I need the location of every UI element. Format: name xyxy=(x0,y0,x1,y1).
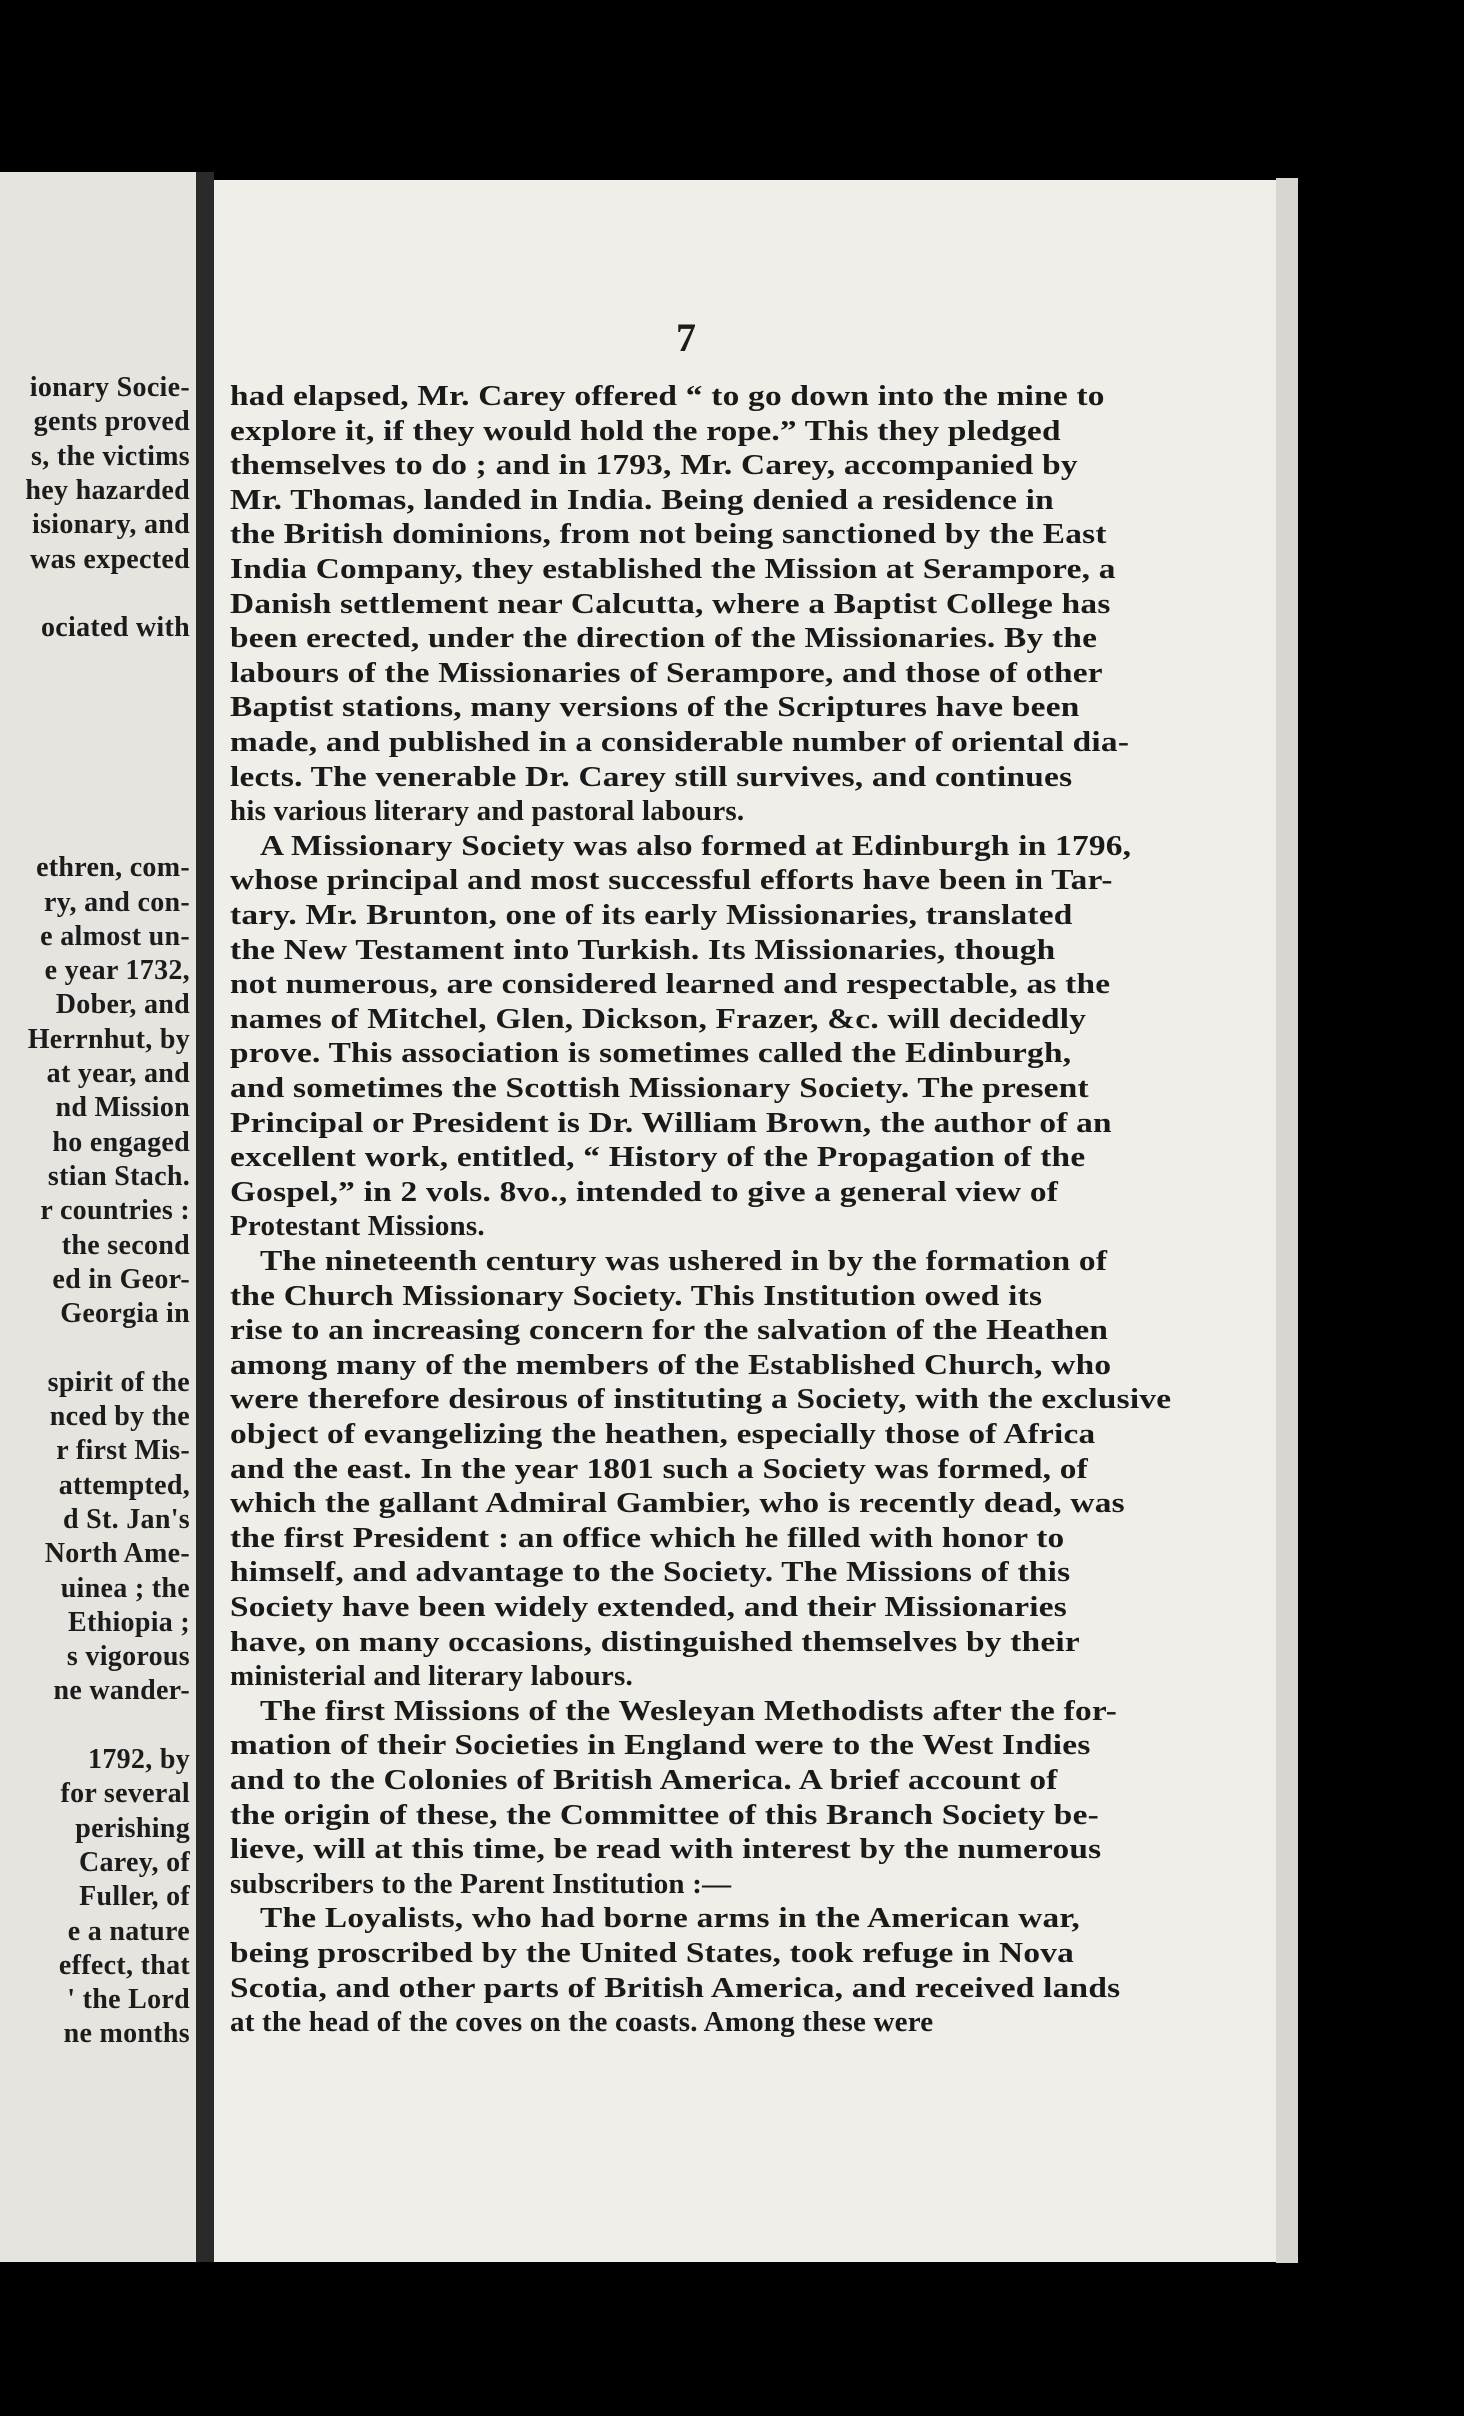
left-text-line: Herrnhut, by xyxy=(27,1023,190,1055)
left-text-line: Carey, of xyxy=(78,1846,190,1878)
text-line: mation of their Societies in England were to the West Indies xyxy=(230,1729,1091,1762)
text-line: lieve, will at this time, be read with interest by the numerous xyxy=(230,1833,1102,1866)
text-line: were therefore desirous of instituting a Society, with the exclusive xyxy=(230,1383,1172,1416)
left-text-line: ionary Socie- xyxy=(29,372,190,403)
text-line: labours of the Missionaries of Serampore, and those of other xyxy=(230,656,1103,689)
text-line: at the head of the coves on the coasts. Among these were xyxy=(230,2006,934,2039)
left-text-line: d St. Jan's xyxy=(62,1503,190,1535)
left-text-line: uinea ; the xyxy=(60,1572,190,1604)
left-text-line: e almost un- xyxy=(40,920,190,952)
left-text-line: gents proved xyxy=(33,406,190,438)
left-text-line: at year, and xyxy=(46,1058,190,1089)
text-line: lects. The venerable Dr. Carey still survives, and continues xyxy=(230,760,1073,793)
left-text-line: Georgia in xyxy=(60,1298,190,1330)
text-line: and the east. In the year 1801 such a Society was formed, of xyxy=(230,1452,1089,1485)
text-line: The nineteenth century was ushered in by the formation of xyxy=(260,1245,1108,1277)
text-line: Baptist stations, many versions of the Scriptures have been xyxy=(230,691,1080,724)
text-line: being proscribed by the United States, took refuge in Nova xyxy=(230,1937,1075,1969)
text-line: Society have been widely extended, and their Missionaries xyxy=(230,1591,1067,1623)
left-text-line: nd Mission xyxy=(55,1092,190,1124)
left-text-line: attempted, xyxy=(58,1469,190,1501)
text-line: the New Testament into Turkish. Its Missionaries, though xyxy=(230,933,1056,966)
text-line: have, on many occasions, distinguished themselves by their xyxy=(230,1625,1080,1658)
text-line: not numerous, are considered learned and respectable, as the xyxy=(230,968,1111,1001)
text-line: The first Missions of the Wesleyan Methodists after the for- xyxy=(260,1694,1118,1727)
left-text-line: Ethiopia ; xyxy=(67,1606,190,1638)
left-text-line: Dober, and xyxy=(55,989,190,1021)
left-text-line: e year 1732, xyxy=(44,955,190,987)
text-line: been erected, under the direction of the Missionaries. By the xyxy=(230,622,1098,655)
text-line: rise to an increasing concern for the salvation of the Heathen xyxy=(230,1314,1109,1347)
left-text-line: hey hazarded xyxy=(25,474,190,506)
left-text-line: r first Mis- xyxy=(56,1435,190,1467)
left-text-line: ociated with xyxy=(40,612,190,644)
left-text-line: spirit of the xyxy=(47,1366,190,1398)
text-line: and to the Colonies of British America. A brief account of xyxy=(230,1764,1058,1796)
left-text-line: ' the Lord xyxy=(67,1984,190,2016)
page-number: 7 xyxy=(676,315,696,360)
left-text-line: ho engaged xyxy=(52,1126,190,1158)
left-text-line: effect, that xyxy=(58,1949,190,1981)
left-text-line: ed in Geor- xyxy=(52,1263,190,1295)
left-text-line: s, the victims xyxy=(31,440,190,472)
right-page xyxy=(214,180,1296,2262)
left-text-line: ethren, com- xyxy=(36,852,190,884)
text-line: tary. Mr. Brunton, one of its early Missionaries, translated xyxy=(230,899,1073,931)
text-line: Gospel,” in 2 vols. 8vo., intended to give a general view of xyxy=(230,1175,1059,1208)
text-line: made, and published in a considerable number of oriental dia- xyxy=(230,726,1130,758)
text-line: explore it, if they would hold the rope.” This they pledged xyxy=(230,414,1061,447)
text-line: The Loyalists, who had borne arms in the American war, xyxy=(260,1902,1080,1935)
page-edge xyxy=(1276,178,1298,2263)
left-text-line: r countries : xyxy=(40,1195,190,1227)
left-text-line: the second xyxy=(61,1229,190,1261)
text-line: the first President : an office which he filled with honor to xyxy=(230,1521,1065,1554)
text-line: Principal or President is Dr. William Brown, the author of an xyxy=(230,1106,1112,1139)
text-line: themselves to do ; and in 1793, Mr. Carey, accompanied by xyxy=(230,449,1078,482)
left-text-line: perishing xyxy=(75,1812,190,1844)
left-text-line: e a nature xyxy=(67,1915,190,1947)
text-line: which the gallant Admiral Gambier, who is recently dead, was xyxy=(230,1487,1125,1520)
text-line: Mr. Thomas, landed in India. Being denied a residence in xyxy=(230,483,1054,516)
left-text-line: s vigorous xyxy=(66,1641,190,1673)
text-line: whose principal and most successful efforts have been in Tar- xyxy=(230,864,1113,897)
left-text-line: was expected xyxy=(30,543,190,575)
text-line: Danish settlement near Calcutta, where a Baptist College has xyxy=(230,587,1111,620)
left-text-line: ne wander- xyxy=(53,1675,190,1707)
text-line: ministerial and literary labours. xyxy=(230,1660,633,1693)
text-line: Scotia, and other parts of British America, and received lands xyxy=(230,1971,1121,2004)
left-text-line: ne months xyxy=(63,2018,190,2050)
text-line: excellent work, entitled, “ History of the Propagation of the xyxy=(230,1141,1086,1174)
text-line: the Church Missionary Society. This Institution owed its xyxy=(230,1279,1043,1312)
text-line: A Missionary Society was also formed at Edinburgh in 1796, xyxy=(260,829,1132,862)
left-text-line: Fuller, of xyxy=(79,1881,190,1913)
text-line: among many of the members of the Established Church, who xyxy=(230,1348,1112,1381)
text-line: object of evangelizing the heathen, especially those of Africa xyxy=(230,1418,1096,1450)
left-text-line: for several xyxy=(60,1778,190,1810)
text-line: prove. This association is sometimes called the Edinburgh, xyxy=(230,1037,1072,1070)
left-text-line: stian Stach. xyxy=(47,1160,190,1192)
left-text-line: nced by the xyxy=(49,1401,190,1432)
text-line: and sometimes the Scottish Missionary Society. The present xyxy=(230,1072,1089,1104)
text-line: had elapsed, Mr. Carey offered “ to go down into the mine to xyxy=(230,380,1105,412)
left-text-line: ry, and con- xyxy=(44,886,190,918)
text-line: the British dominions, from not being sanctioned by the East xyxy=(230,518,1107,551)
page-gutter xyxy=(196,172,214,2262)
left-text-line: North Ame- xyxy=(44,1538,190,1570)
text-line: names of Mitchel, Glen, Dickson, Frazer, &c. will decidedly xyxy=(230,1002,1087,1035)
left-page xyxy=(0,172,196,2262)
text-line: the origin of these, the Committee of this Branch Society be- xyxy=(230,1798,1099,1831)
text-line: India Company, they established the Mission at Serampore, a xyxy=(230,553,1116,585)
left-text-line: 1792, by xyxy=(88,1744,190,1775)
text-line: himself, and advantage to the Society. The Missions of this xyxy=(230,1556,1071,1589)
left-text-line: isionary, and xyxy=(32,509,190,541)
text-line: his various literary and pastoral labours. xyxy=(230,795,745,828)
text-line: Protestant Missions. xyxy=(230,1210,485,1243)
text-line: subscribers to the Parent Institution :— xyxy=(230,1867,732,1900)
